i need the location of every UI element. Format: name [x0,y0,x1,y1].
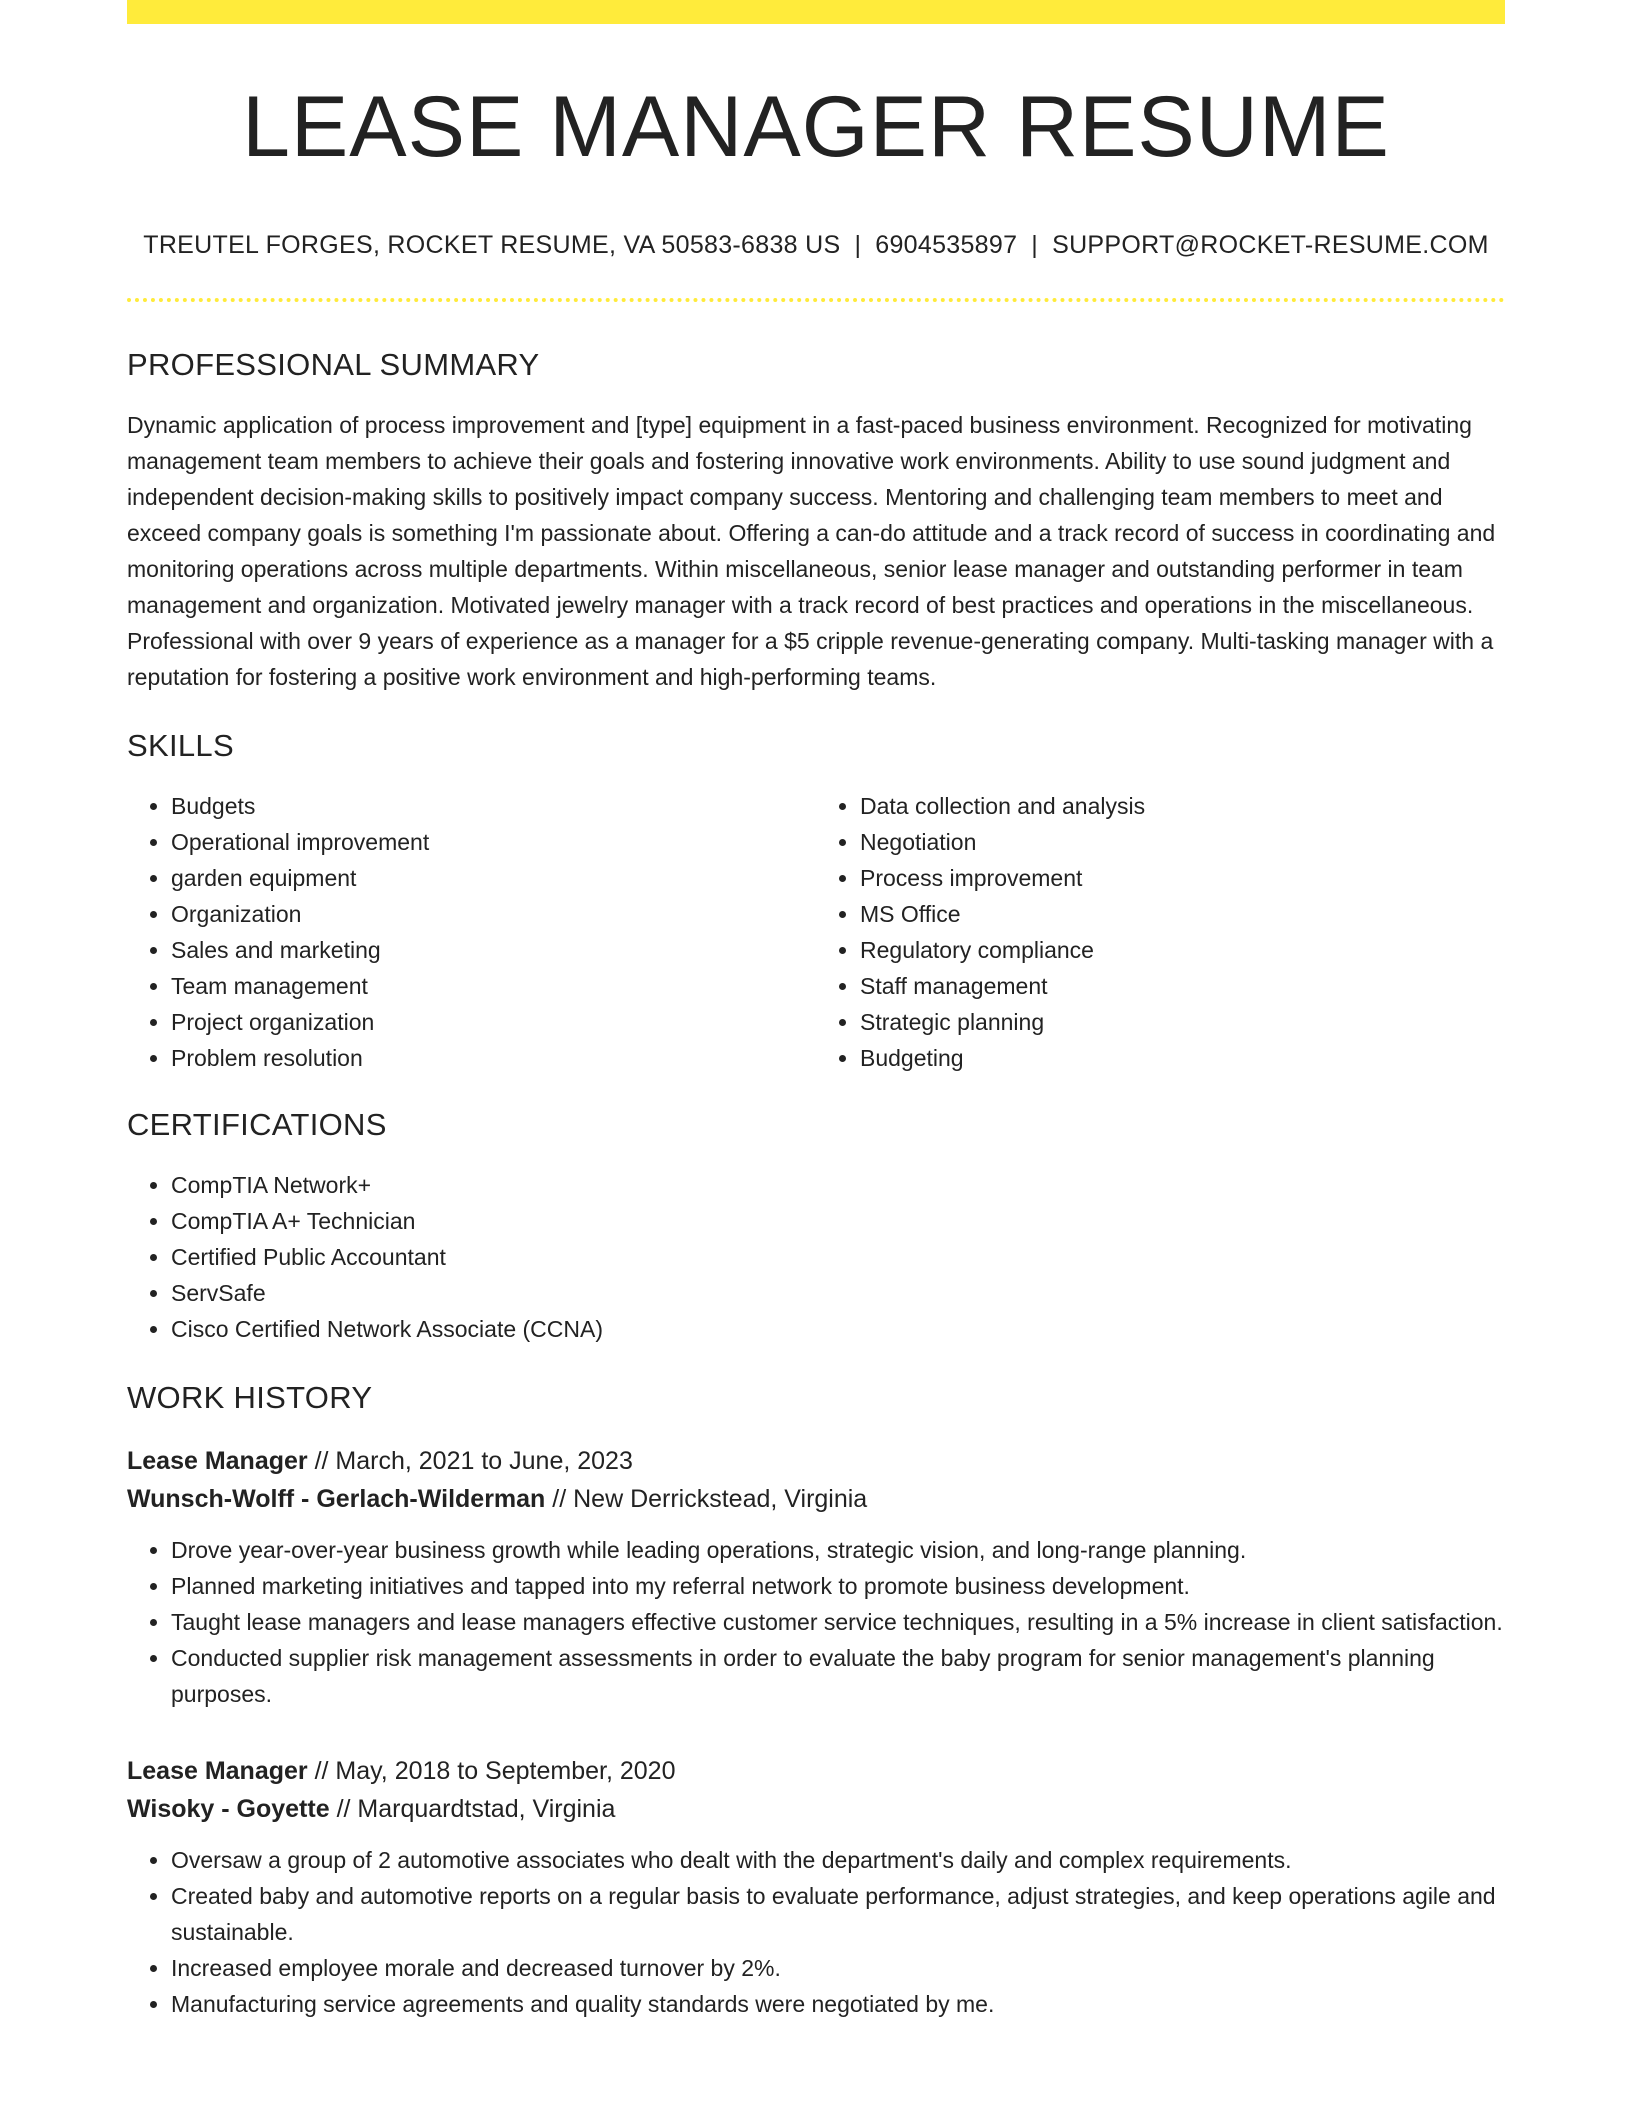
skill-item: • Budgeting [860,1040,1505,1076]
skill-item: • Regulatory compliance [860,932,1505,968]
skill-item: • Data collection and analysis [860,788,1505,824]
job-company-line [127,1480,1505,1518]
skills-list-left [127,788,816,1076]
certifications-list [127,1167,1505,1347]
skill-item: • Operational improvement [171,824,816,860]
job-role-line [127,1752,1505,1790]
job-location: // Marquardtstad, Virginia [336,1795,616,1824]
job-company: Wunsch-Wolff - Gerlach-Wilderman [127,1485,546,1514]
contact-address: TREUTEL FORGES, ROCKET RESUME, VA 50583-6838 US [143,230,841,259]
skill-item: • garden equipment [171,860,816,896]
certification-item: • Certified Public Accountant [171,1239,1505,1275]
certification-item: • CompTIA Network+ [171,1167,1505,1203]
job-bullet: • Oversaw a group of 2 automotive associates who dealt with the department's daily and complex requirements. [171,1842,1505,1878]
skill-item: • Budgets [171,788,816,824]
job-dates: // March, 2021 to June, 2023 [314,1447,633,1476]
certification-item: • ServSafe [171,1275,1505,1311]
job-bullet: • Increased employee morale and decreased turnover by 2%. [171,1950,1505,1986]
job-bullet: • Created baby and automotive reports on a regular basis to evaluate performance, adjust strategies, and keep operations agile and sustainable. [171,1878,1505,1950]
skill-item: • Process improvement [860,860,1505,896]
summary-text: Dynamic application of process improvement and [type] equipment in a fast-paced business environment. Recognized for motivating management team members to achieve their goals and fostering innovative work environments. Ability to use sound judgment and independent decision-making skills to positively impact company success. Mentoring and challenging team members to meet and exceed company goals is something I'm passionate about. Offering a can-do attitude and a track record of success in coordinating and monitoring operations across multiple departments. Within miscellaneous, senior lease manager and outstanding performer in team management and organization. Motivated jewelry manager with a track record of best practices and operations in the miscellaneous. Professional with over 9 years of experience as a manager for a $5 cripple revenue-generating company. Multi-tasking manager with a reputation for fostering a positive work environment and high-performing teams. [127,411,1496,690]
skill-item: • MS Office [860,896,1505,932]
job-dates: // May, 2018 to September, 2020 [314,1757,676,1786]
job-bullet: • Manufacturing service agreements and quality standards were negotiated by me. [171,1986,1505,2022]
contact-separator: | [1031,230,1039,259]
contact-email[interactable]: SUPPORT@ROCKET-RESUME.COM [1052,230,1489,259]
job-bullet-list [127,1532,1505,1712]
contact-separator: | [854,230,862,259]
skill-item: • Sales and marketing [171,932,816,968]
skill-item: • Organization [171,896,816,932]
skill-item: • Negotiation [860,824,1505,860]
job-bullet: • Drove year-over-year business growth while leading operations, strategic vision, and long-range planning. [171,1532,1505,1568]
job-role-line [127,1442,1505,1480]
page-title: LEASE MANAGER RESUME [242,79,1390,175]
summary-heading: PROFESSIONAL SUMMARY [127,346,540,382]
work-history-heading: WORK HISTORY [127,1380,373,1416]
skill-item: • Team management [171,968,816,1004]
skills-columns [127,788,1505,1076]
skills-heading: SKILLS [127,727,234,763]
job-entry [127,1442,1505,1712]
skill-item: • Problem resolution [171,1040,816,1076]
skill-item: • Staff management [860,968,1505,1004]
job-location: // New Derrickstead, Virginia [552,1485,868,1514]
job-role: Lease Manager [127,1757,308,1786]
job-company-line [127,1790,1505,1828]
accent-top-bar [127,0,1505,24]
resume-page [127,0,1505,2022]
job-bullet: • Conducted supplier risk management assessments in order to evaluate the baby program for senior management's planning purposes. [171,1640,1505,1712]
skill-item: • Project organization [171,1004,816,1040]
skill-item: • Strategic planning [860,1004,1505,1040]
job-entry [127,1752,1505,2022]
job-bullet-list [127,1842,1505,2022]
certification-item: • CompTIA A+ Technician [171,1203,1505,1239]
skills-list-right [816,788,1505,1076]
certification-item: • Cisco Certified Network Associate (CCNA) [171,1311,1505,1347]
job-company: Wisoky - Goyette [127,1795,330,1824]
certifications-heading: CERTIFICATIONS [127,1106,387,1142]
contact-phone: 6904535897 [875,230,1018,259]
job-bullet: • Planned marketing initiatives and tapped into my referral network to promote business development. [171,1568,1505,1604]
dotted-divider [127,298,1505,302]
job-bullet: • Taught lease managers and lease managers effective customer service techniques, resulting in a 5% increase in client satisfaction. [171,1604,1505,1640]
contact-line [127,231,1505,260]
job-role: Lease Manager [127,1447,308,1476]
